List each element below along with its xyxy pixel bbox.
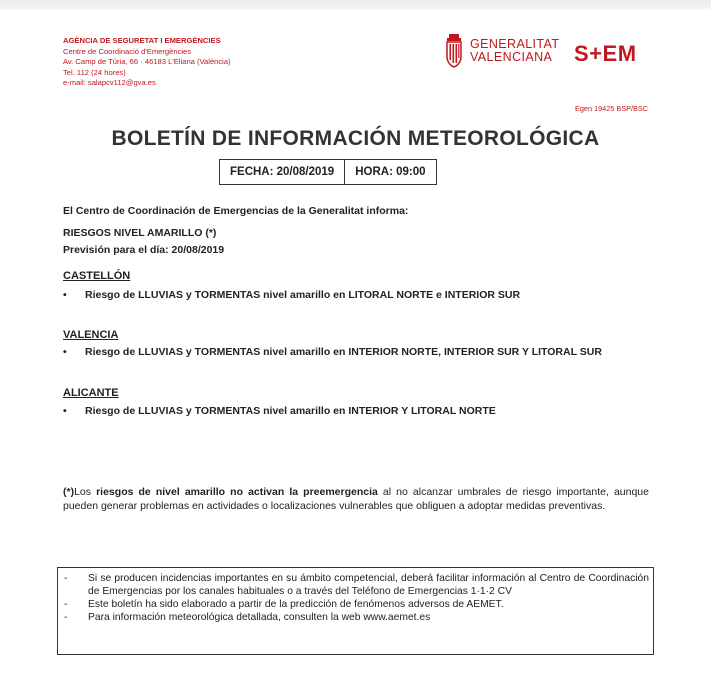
coat-of-arms-icon [444,34,464,68]
sem-logo: S+EM [574,41,637,66]
gv-logo-line2: VALENCIANA [470,50,553,64]
footer-text: Si se producen incidencias importantes en su ámbito competencial, deberá facilitar información al Centro de Coordinación de Emergencias por los canales habituales o a través del Teléfono de Emergencias 1·1·2 CV [88,573,649,597]
footer-text-aemet-link: Para información meteorológica detallada, consulten la web www.aemet.es [88,612,431,623]
agency-address-block [63,36,231,89]
forecast-date: Previsión para el día: 20/08/2019 [63,244,225,256]
date-time-box [219,159,437,185]
generalitat-valenciana-logo [444,34,559,68]
dash-icon: - [64,612,68,623]
note-asterisk: (*) [63,486,75,498]
bullet-valencia [63,346,602,358]
note-text: al no alcanzar umbrales de riesgo importante, aunque pueden generar problemas en actividades o localizaciones vulnerables que obliguen a adoptar medidas preventivas. [63,486,649,512]
footer-box [57,567,654,655]
footer-item [62,611,649,624]
region-castellon: CASTELLÓN [63,270,131,282]
bullet-castellon [63,289,520,301]
agency-name: AGÈNCIA DE SEGURETAT I EMERGÈNCIES [63,36,221,45]
footer-item [62,572,649,598]
region-alicante: ALICANTE [63,387,119,399]
bullet-icon: • [63,289,67,301]
dash-icon: - [64,573,68,584]
bullet-icon: • [63,405,67,417]
agency-line: Av. Camp de Túria, 66 · 46183 L'Eliana (València) [63,57,231,67]
yellow-risk-note [63,486,649,513]
bullet-icon: • [63,346,67,358]
reference-code: Egen 19425 BSP/BSC [574,104,648,113]
footer-item [62,598,649,611]
note-text: Los [74,486,97,498]
agency-line: Centre de Coordinació d'Emergències [63,46,192,56]
bullet-text: Riesgo de LLUVIAS y TORMENTAS nivel amarillo en INTERIOR NORTE, INTERIOR SUR Y LITORAL SUR [85,346,602,358]
bulletin-title: BOLETÍN DE INFORMACIÓN METEOROLÓGICA [111,127,600,150]
agency-line: Tel. 112 (24 hores) [63,67,126,77]
date-field: FECHA: 20/08/2019 [230,166,335,178]
bullet-alicante [63,405,496,417]
bullet-text: Riesgo de LLUVIAS y TORMENTAS nivel amarillo en INTERIOR Y LITORAL NORTE [85,405,496,417]
intro-text: El Centro de Coordinación de Emergencias de la Generalitat informa: [63,205,409,217]
bullet-text: Riesgo de LLUVIAS y TORMENTAS nivel amarillo en LITORAL NORTE e INTERIOR SUR [85,289,521,301]
note-bold-text: riesgos de nivel amarillo no activan la preemergencia [96,486,378,498]
gv-logo-line1: GENERALITAT [470,37,560,51]
top-bar [0,0,711,10]
time-field: HORA: 09:00 [344,160,435,184]
footer-text: Este boletín ha sido elaborado a partir de la predicción de fenómenos adversos de AEMET. [88,599,504,610]
region-valencia: VALENCIA [63,329,119,341]
dash-icon: - [64,599,68,610]
agency-email: e-mail: salapcv112@gva.es [63,78,156,88]
risk-level-heading: RIESGOS NIVEL AMARILLO (*) [63,227,217,239]
